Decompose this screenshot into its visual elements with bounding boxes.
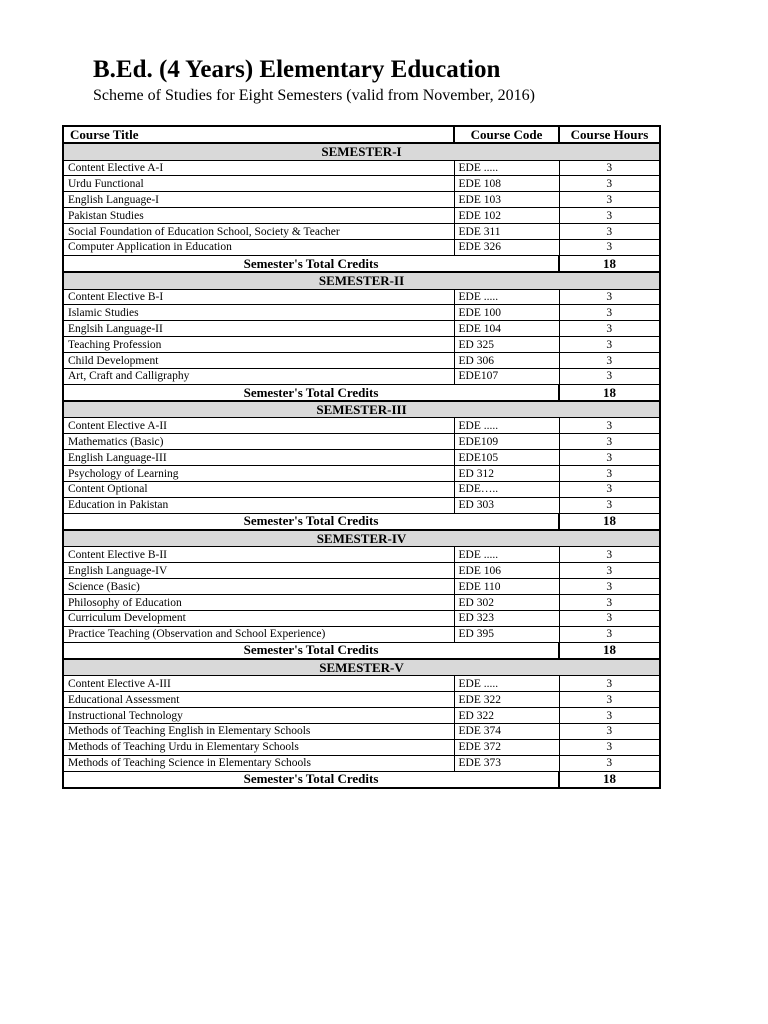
course-title-cell: Content Elective A-III	[63, 676, 454, 692]
semester-name: SEMESTER-IV	[63, 530, 660, 547]
course-title-cell: Social Foundation of Education School, Society & Teacher	[63, 224, 454, 240]
course-hours-cell: 3	[559, 676, 660, 692]
course-row	[63, 676, 660, 692]
course-hours-cell: 3	[559, 224, 660, 240]
semester-total-value: 18	[559, 771, 660, 788]
course-row	[63, 450, 660, 466]
course-hours-cell: 3	[559, 626, 660, 642]
course-row	[63, 563, 660, 579]
course-hours-cell: 3	[559, 418, 660, 434]
course-hours-cell: 3	[559, 337, 660, 353]
course-title-cell: Urdu Functional	[63, 176, 454, 192]
course-hours-cell: 3	[559, 739, 660, 755]
course-title-cell: Methods of Teaching Urdu in Elementary Schools	[63, 739, 454, 755]
semester-total-value: 18	[559, 642, 660, 659]
course-code-cell: ED 302	[454, 595, 559, 611]
course-hours-cell: 3	[559, 160, 660, 176]
course-hours-cell: 3	[559, 708, 660, 724]
semester-name: SEMESTER-V	[63, 659, 660, 676]
semester-total-value: 18	[559, 513, 660, 530]
course-row	[63, 368, 660, 384]
column-header-course-hours: Course Hours	[559, 126, 660, 143]
course-code-cell: EDE 373	[454, 755, 559, 771]
course-code-cell: ED 306	[454, 353, 559, 369]
course-code-cell: EDE .....	[454, 289, 559, 305]
table-header-row	[63, 126, 660, 143]
semester-total-row	[63, 771, 660, 788]
course-row	[63, 692, 660, 708]
course-title-cell: Content Elective B-II	[63, 547, 454, 563]
semester-total-value: 18	[559, 255, 660, 272]
semester-total-value: 18	[559, 384, 660, 401]
course-hours-cell: 3	[559, 563, 660, 579]
course-row	[63, 610, 660, 626]
course-code-cell: EDE105	[454, 450, 559, 466]
course-hours-cell: 3	[559, 755, 660, 771]
semester-header-row	[63, 272, 660, 289]
course-row	[63, 434, 660, 450]
course-row	[63, 353, 660, 369]
course-title-cell: Educational Assessment	[63, 692, 454, 708]
semester-total-label: Semester's Total Credits	[63, 255, 559, 272]
course-row	[63, 547, 660, 563]
course-hours-cell: 3	[559, 321, 660, 337]
course-title-cell: Teaching Profession	[63, 337, 454, 353]
course-title-cell: Psychology of Learning	[63, 466, 454, 482]
table-body	[63, 143, 660, 788]
document-title: B.Ed. (4 Years) Elementary Education	[93, 56, 501, 83]
course-code-cell: EDE 108	[454, 176, 559, 192]
course-code-cell: EDE109	[454, 434, 559, 450]
course-row	[63, 755, 660, 771]
course-code-cell: EDE107	[454, 368, 559, 384]
course-hours-cell: 3	[559, 240, 660, 256]
course-title-cell: Content Optional	[63, 482, 454, 498]
course-title-cell: Islamic Studies	[63, 305, 454, 321]
course-title-cell: Science (Basic)	[63, 579, 454, 595]
course-row	[63, 626, 660, 642]
course-hours-cell: 3	[559, 450, 660, 466]
course-hours-cell: 3	[559, 497, 660, 513]
course-row	[63, 418, 660, 434]
semester-name: SEMESTER-I	[63, 143, 660, 160]
course-code-cell: ED 312	[454, 466, 559, 482]
course-row	[63, 739, 660, 755]
course-code-cell: EDE 103	[454, 192, 559, 208]
course-hours-cell: 3	[559, 289, 660, 305]
semester-total-row	[63, 384, 660, 401]
semester-total-label: Semester's Total Credits	[63, 642, 559, 659]
course-hours-cell: 3	[559, 547, 660, 563]
course-title-cell: Pakistan Studies	[63, 208, 454, 224]
course-title-cell: Methods of Teaching English in Elementary Schools	[63, 724, 454, 740]
semester-total-row	[63, 513, 660, 530]
course-title-cell: Child Development	[63, 353, 454, 369]
course-title-cell: Computer Application in Education	[63, 240, 454, 256]
course-row	[63, 176, 660, 192]
course-hours-cell: 3	[559, 353, 660, 369]
course-row	[63, 497, 660, 513]
course-code-cell: EDE 104	[454, 321, 559, 337]
course-title-cell: English Language-IV	[63, 563, 454, 579]
course-code-cell: EDE .....	[454, 160, 559, 176]
course-code-cell: EDE 100	[454, 305, 559, 321]
course-title-cell: Englsih Language-II	[63, 321, 454, 337]
semester-total-row	[63, 642, 660, 659]
course-code-cell: EDE 372	[454, 739, 559, 755]
semester-total-label: Semester's Total Credits	[63, 513, 559, 530]
course-title-cell: Content Elective A-I	[63, 160, 454, 176]
course-row	[63, 579, 660, 595]
semester-total-row	[63, 255, 660, 272]
course-hours-cell: 3	[559, 176, 660, 192]
course-row	[63, 708, 660, 724]
course-hours-cell: 3	[559, 610, 660, 626]
course-row	[63, 724, 660, 740]
course-code-cell: EDE 102	[454, 208, 559, 224]
course-row	[63, 466, 660, 482]
course-row	[63, 240, 660, 256]
course-hours-cell: 3	[559, 724, 660, 740]
course-hours-cell: 3	[559, 208, 660, 224]
semester-header-row	[63, 659, 660, 676]
course-title-cell: Curriculum Development	[63, 610, 454, 626]
course-title-cell: English Language-I	[63, 192, 454, 208]
course-code-cell: EDE…..	[454, 482, 559, 498]
course-code-cell: ED 325	[454, 337, 559, 353]
course-title-cell: Content Elective A-II	[63, 418, 454, 434]
course-hours-cell: 3	[559, 466, 660, 482]
semester-name: SEMESTER-II	[63, 272, 660, 289]
course-row	[63, 482, 660, 498]
course-hours-cell: 3	[559, 482, 660, 498]
course-row	[63, 289, 660, 305]
course-code-cell: EDE 110	[454, 579, 559, 595]
course-hours-cell: 3	[559, 434, 660, 450]
document-subtitle: Scheme of Studies for Eight Semesters (valid from November, 2016)	[93, 87, 535, 104]
scheme-of-studies-table	[62, 125, 661, 789]
semester-total-label: Semester's Total Credits	[63, 384, 559, 401]
course-row	[63, 337, 660, 353]
course-title-cell: Instructional Technology	[63, 708, 454, 724]
course-title-cell: Practice Teaching (Observation and School Experience)	[63, 626, 454, 642]
semester-header-row	[63, 401, 660, 418]
course-title-cell: English Language-III	[63, 450, 454, 466]
course-hours-cell: 3	[559, 579, 660, 595]
course-title-cell: Philosophy of Education	[63, 595, 454, 611]
course-hours-cell: 3	[559, 595, 660, 611]
course-row	[63, 208, 660, 224]
course-code-cell: EDE 322	[454, 692, 559, 708]
course-code-cell: EDE .....	[454, 418, 559, 434]
course-row	[63, 160, 660, 176]
course-title-cell: Education in Pakistan	[63, 497, 454, 513]
column-header-course-title: Course Title	[63, 126, 454, 143]
semester-name: SEMESTER-III	[63, 401, 660, 418]
course-code-cell: ED 303	[454, 497, 559, 513]
course-title-cell: Methods of Teaching Science in Elementary Schools	[63, 755, 454, 771]
column-header-course-code: Course Code	[454, 126, 559, 143]
semester-header-row	[63, 530, 660, 547]
course-row	[63, 321, 660, 337]
course-code-cell: ED 322	[454, 708, 559, 724]
course-code-cell: EDE .....	[454, 547, 559, 563]
course-hours-cell: 3	[559, 368, 660, 384]
course-code-cell: ED 395	[454, 626, 559, 642]
course-code-cell: EDE 311	[454, 224, 559, 240]
course-hours-cell: 3	[559, 305, 660, 321]
course-hours-cell: 3	[559, 692, 660, 708]
course-hours-cell: 3	[559, 192, 660, 208]
course-code-cell: EDE 106	[454, 563, 559, 579]
course-code-cell: EDE 374	[454, 724, 559, 740]
course-title-cell: Content Elective B-I	[63, 289, 454, 305]
semester-header-row	[63, 143, 660, 160]
course-row	[63, 192, 660, 208]
course-row	[63, 305, 660, 321]
course-code-cell: EDE 326	[454, 240, 559, 256]
course-row	[63, 595, 660, 611]
course-code-cell: ED 323	[454, 610, 559, 626]
semester-total-label: Semester's Total Credits	[63, 771, 559, 788]
course-code-cell: EDE .....	[454, 676, 559, 692]
course-title-cell: Art, Craft and Calligraphy	[63, 368, 454, 384]
course-row	[63, 224, 660, 240]
course-title-cell: Mathematics (Basic)	[63, 434, 454, 450]
